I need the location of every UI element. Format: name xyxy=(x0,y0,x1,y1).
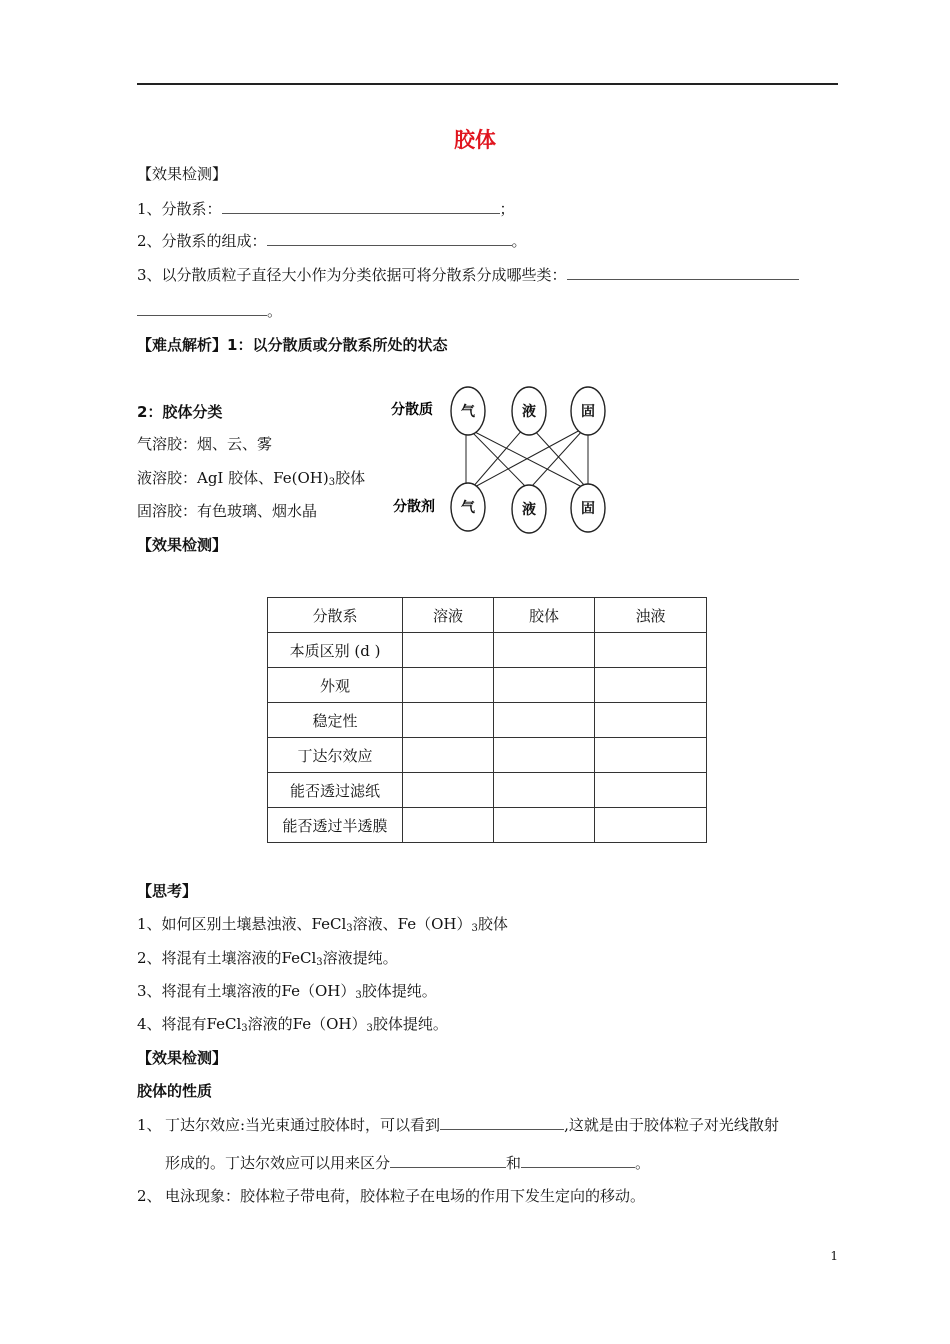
answer-blank[interactable] xyxy=(267,231,512,246)
subscript: 3 xyxy=(241,1023,248,1034)
classification-item-tail: 胶体 xyxy=(335,469,366,487)
think-text: 溶液、Fe（OH） xyxy=(352,915,472,933)
answer-cell[interactable] xyxy=(403,633,494,668)
table-header-cell: 胶体 xyxy=(494,598,595,633)
classification-item-text: 液溶胶：AgI 胶体、Fe(OH) xyxy=(137,469,329,487)
answer-cell[interactable] xyxy=(494,703,595,738)
question-1 xyxy=(137,198,515,219)
node-liquid-bottom: 液 xyxy=(522,502,536,518)
connector-line xyxy=(472,429,523,488)
subscript: 3 xyxy=(346,923,353,934)
answer-cell[interactable] xyxy=(494,738,595,773)
section-header-check-2: 【效果检测】 xyxy=(137,536,228,554)
answer-cell[interactable] xyxy=(595,773,707,808)
connection-lines xyxy=(466,428,588,489)
answer-cell[interactable] xyxy=(595,703,707,738)
think-text: 4、将混有FeCl xyxy=(137,1015,242,1033)
think-text: 溶液提纯。 xyxy=(322,949,398,967)
think-text: 胶体提纯。 xyxy=(372,1015,448,1033)
question-1-end: ； xyxy=(499,200,515,218)
section-header-check-3: 【效果检测】 xyxy=(137,1049,228,1067)
classification-item: 气溶胶：烟、云、雾 xyxy=(137,435,273,453)
think-text: 3、将混有土壤溶液的Fe（OH） xyxy=(137,982,356,1000)
think-item xyxy=(137,980,437,1001)
subscript: 3 xyxy=(366,1023,373,1034)
think-text: 胶体提纯。 xyxy=(361,982,437,1000)
answer-blank[interactable] xyxy=(521,1153,635,1168)
node-liquid-top: 液 xyxy=(522,404,536,420)
think-text: 溶液的Fe（OH） xyxy=(247,1015,367,1033)
classification-item: 固溶胶：有色玻璃、烟水晶 xyxy=(137,502,318,520)
property-1-line2 xyxy=(165,1152,650,1173)
connector-line xyxy=(532,430,583,486)
think-item xyxy=(137,947,398,968)
answer-cell[interactable] xyxy=(595,738,707,773)
subscript: 3 xyxy=(328,477,336,488)
dispersion-comparison-table xyxy=(267,597,707,843)
answer-cell[interactable] xyxy=(403,773,494,808)
question-3-text: 3、以分散质粒子直径大小作为分类依据可将分散系分成哪些类： xyxy=(137,266,567,284)
properties-heading: 胶体的性质 xyxy=(137,1082,213,1100)
think-header: 【思考】 xyxy=(137,882,198,900)
page-title: 胶体 xyxy=(454,128,496,152)
answer-cell[interactable] xyxy=(494,668,595,703)
table-header-row xyxy=(268,598,707,633)
think-text: 胶体 xyxy=(477,915,508,933)
property-text: 形成的。丁达尔效应可以用来区分 xyxy=(165,1154,391,1172)
answer-blank[interactable] xyxy=(137,301,267,316)
property-text: ,这就是由于胶体粒子对光线散射 xyxy=(564,1116,779,1134)
node-solid-bottom: 固 xyxy=(581,501,595,517)
question-1-text: 1、分散系： xyxy=(137,200,222,218)
property-text: 。 xyxy=(635,1154,651,1172)
table-row xyxy=(268,773,707,808)
table-header-cell: 溶液 xyxy=(403,598,494,633)
think-item xyxy=(137,1013,448,1034)
row-label: 能否透过滤纸 xyxy=(268,773,403,808)
subscript: 3 xyxy=(355,990,362,1001)
colloid-classification-heading: 2：胶体分类 xyxy=(137,403,223,421)
question-2-text: 2、分散系的组成： xyxy=(137,232,267,250)
property-2-number: 2、 xyxy=(137,1187,162,1205)
question-3 xyxy=(137,264,799,285)
question-2 xyxy=(137,230,527,251)
row-label: 外观 xyxy=(268,668,403,703)
property-1-line1 xyxy=(165,1114,779,1135)
page-number: 1 xyxy=(830,1249,838,1263)
table-row xyxy=(268,808,707,843)
table-row xyxy=(268,668,707,703)
answer-cell[interactable] xyxy=(595,808,707,843)
difficulty-header: 【难点解析】1：以分散质或分散系所处的状态 xyxy=(137,336,448,354)
row-label: 丁达尔效应 xyxy=(268,738,403,773)
answer-cell[interactable] xyxy=(403,808,494,843)
answer-cell[interactable] xyxy=(403,703,494,738)
diagram-label-dispersoid: 分散质 xyxy=(391,402,433,418)
answer-blank[interactable] xyxy=(222,199,500,214)
question-2-end: 。 xyxy=(511,232,527,250)
section-header-check-1: 【效果检测】 xyxy=(137,165,228,183)
answer-cell[interactable] xyxy=(494,633,595,668)
answer-cell[interactable] xyxy=(494,808,595,843)
answer-blank[interactable] xyxy=(390,1153,506,1168)
dispersion-diagram xyxy=(385,382,625,542)
node-gas-top: 气 xyxy=(461,404,475,420)
table-header-cell: 分散系 xyxy=(268,598,403,633)
property-text: 丁达尔效应:当光束通过胶体时，可以看到 xyxy=(165,1116,441,1134)
row-label: 能否透过半透膜 xyxy=(268,808,403,843)
property-1-number: 1、 xyxy=(137,1116,162,1134)
answer-blank[interactable] xyxy=(567,265,799,280)
question-3-continued xyxy=(137,300,282,321)
answer-cell[interactable] xyxy=(595,668,707,703)
diagram-label-medium: 分散剂 xyxy=(393,499,435,515)
answer-cell[interactable] xyxy=(403,738,494,773)
think-item xyxy=(137,913,508,934)
table-row xyxy=(268,703,707,738)
row-label: 稳定性 xyxy=(268,703,403,738)
think-text: 1、如何区别土壤悬浊液、FeCl xyxy=(137,915,347,933)
answer-cell[interactable] xyxy=(595,633,707,668)
row-label: 本质区别 (d ) xyxy=(268,633,403,668)
header-rule xyxy=(137,83,838,85)
subscript: 3 xyxy=(471,923,478,934)
answer-cell[interactable] xyxy=(403,668,494,703)
subscript: 3 xyxy=(316,957,323,968)
node-gas-bottom: 气 xyxy=(461,500,475,516)
property-2-text: 电泳现象：胶体粒子带电荷，胶体粒子在电场的作用下发生定向的移动。 xyxy=(165,1187,646,1205)
table-row xyxy=(268,738,707,773)
connector-line xyxy=(533,429,585,486)
question-3-end: 。 xyxy=(267,302,283,320)
table-row xyxy=(268,633,707,668)
classification-item xyxy=(137,467,365,488)
think-text: 2、将混有土壤溶液的FeCl xyxy=(137,949,317,967)
answer-cell[interactable] xyxy=(494,773,595,808)
property-text: 和 xyxy=(506,1154,522,1172)
table-header-cell: 浊液 xyxy=(595,598,707,633)
node-solid-top: 固 xyxy=(581,404,595,420)
answer-blank[interactable] xyxy=(440,1115,564,1130)
